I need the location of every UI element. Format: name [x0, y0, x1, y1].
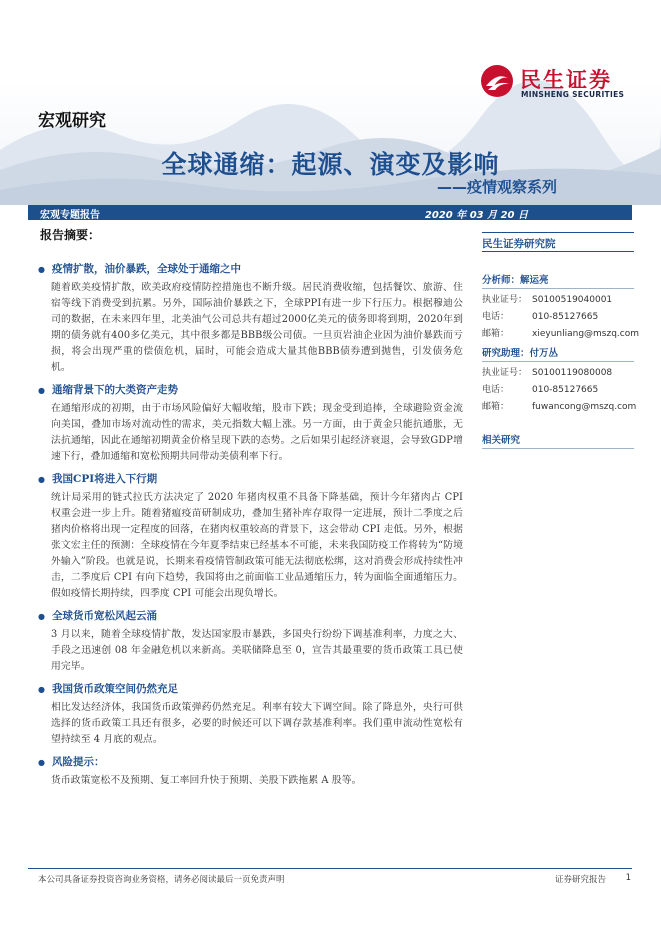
analyst-title: 分析师：解运亮	[482, 272, 634, 289]
section-text: 相比发达经济体，我国货币政策弹药仍然充足。利率有较大下调空间。除了降息外，央行可供选择的货币政策工具还有很多，必要的时候还可以下调存款基准利率。我们重申流动性宽松有望持续至 4 月底的观点。	[51, 702, 463, 745]
section-text: 统计局采用的链式拉氏方法决定了 2020 年猪肉权重不具备下降基础，预计今年猪肉占 CPI 权重会进一步上升。随着猪瘟疫苗研制成功，叠加生猪补库存取得一定进展，预计二季度之后猪肉价格将出现一定程度的回落，在猪肉权重较高的背景下，这会带动 CPI 走低。另外，根据张文宏主任的预测：全球疫情在今年夏季结束已经基本不可能，未来我国防疫工作将转为“防境外输入”阶段。也就是说，长期来看疫情管制政策可能无法彻底松绑，这对消费会形成持续性冲击，二季度后 CPI 有向下趋势，我国将由之前面临工业品通缩压力，转为面临全面通缩压力。假如疫情长期持续，四季度 CPI 可能会出现负增长。	[51, 492, 463, 599]
analyst-license: 执业证号： S0100519040001	[482, 295, 613, 305]
research-category: 宏观研究	[38, 111, 106, 131]
abstract-label: 报告摘要：	[40, 228, 101, 242]
assistant-email: 邮箱： fuwancong@mszq.com	[482, 402, 637, 412]
analyst-email: 邮箱： xieyunliang@mszq.com	[482, 329, 640, 339]
brand-logo	[480, 62, 630, 102]
report-title: 全球通缩：起源、演变及影响	[161, 150, 500, 179]
section-heading: ● 风险提示：	[38, 755, 463, 769]
footer-divider	[28, 868, 632, 869]
assistant-phone: 电话： 010-85127665	[482, 385, 599, 395]
section-heading: ● 通缩背景下的大类资产走势	[38, 383, 463, 397]
page-number: 1	[625, 873, 631, 883]
abstract-body	[38, 262, 463, 796]
section-text: 3 月以来，随着全球疫情扩散，发达国家股市暴跌，多国央行纷纷下调基准利率，力度之大、手段之迅速创 08 年金融危机以来新高。美联储降息至 0，宣告其最重要的货币政策工具已使用完毕。	[51, 629, 463, 672]
assistant-title: 研究助理：付万丛	[482, 345, 634, 362]
institute-name: 民生证券研究院	[482, 232, 634, 252]
brand-name-en: MINSHENG SECURITIES	[521, 90, 625, 99]
section-text: 在通缩形成的初期，由于市场风险偏好大幅收缩，股市下跌；现金受到追捧，全球避险资金流向美国，叠加市场对流动性的需求，美元指数大幅上涨。另一方面，由于黄金只能抗通胀，无法抗通缩，因此在通缩初期黄金价格呈现下跌的态势。之后如果引起经济衰退，会导致GDP增速下行，叠加通缩和宽松预期共同带动美债利率下行。	[51, 403, 463, 462]
brand-logo-icon	[480, 64, 514, 98]
report-date: 2020 年 03 月 20 日	[424, 210, 528, 221]
brand-name-cn: 民生证券	[520, 68, 612, 92]
footer-report-label: 证券研究报告	[554, 875, 606, 885]
section-heading: ● 我国CPI将进入下行期	[38, 472, 463, 486]
section-text: 货币政策宽松不及预期、复工率回升快于预期、美股下跌拖累 A 股等。	[51, 775, 362, 786]
sidebar	[482, 232, 640, 449]
section-heading: ● 全球货币宽松风起云涌	[38, 609, 463, 623]
report-subtitle: ——疫情观察系列	[436, 178, 557, 196]
assistant-block	[482, 345, 637, 416]
footer-disclaimer: 本公司具备证券投资咨询业务资格，请务必阅读最后一页免责声明	[38, 875, 285, 885]
assistant-license: 执业证号： S0100119080008	[482, 368, 613, 378]
analyst-block	[482, 272, 640, 343]
analyst-phone: 电话： 010-85127665	[482, 312, 599, 322]
related-research-heading: 相关研究	[482, 432, 634, 449]
report-info-bar	[28, 205, 632, 220]
report-type: 宏观专题报告	[40, 210, 100, 221]
section-heading: ● 疫情扩散，油价暴跌，全球处于通缩之中	[38, 262, 463, 276]
section-heading: ● 我国货币政策空间仍然充足	[38, 682, 463, 696]
section-text: 随着欧美疫情扩散，欧美政府疫情防控措施也不断升级。居民消费收缩，包括餐饮、旅游、住宿等线下消费受到抗累。另外，国际油价暴跌之下，全球PPI有进一步下行压力。根据穆迪公司的数据，在未来四年里，北美油气公司总共有超过2000亿美元的债务即将到期，2020年到期的债务就有400多亿美元，其中很多都是BBB级公司债。一旦页岩油企业因为油价暴跌而亏损，将会出现严重的偿债危机，届时，可能会造成大量其他BBB债券遭到抛售，引发债务危机。	[51, 282, 463, 373]
